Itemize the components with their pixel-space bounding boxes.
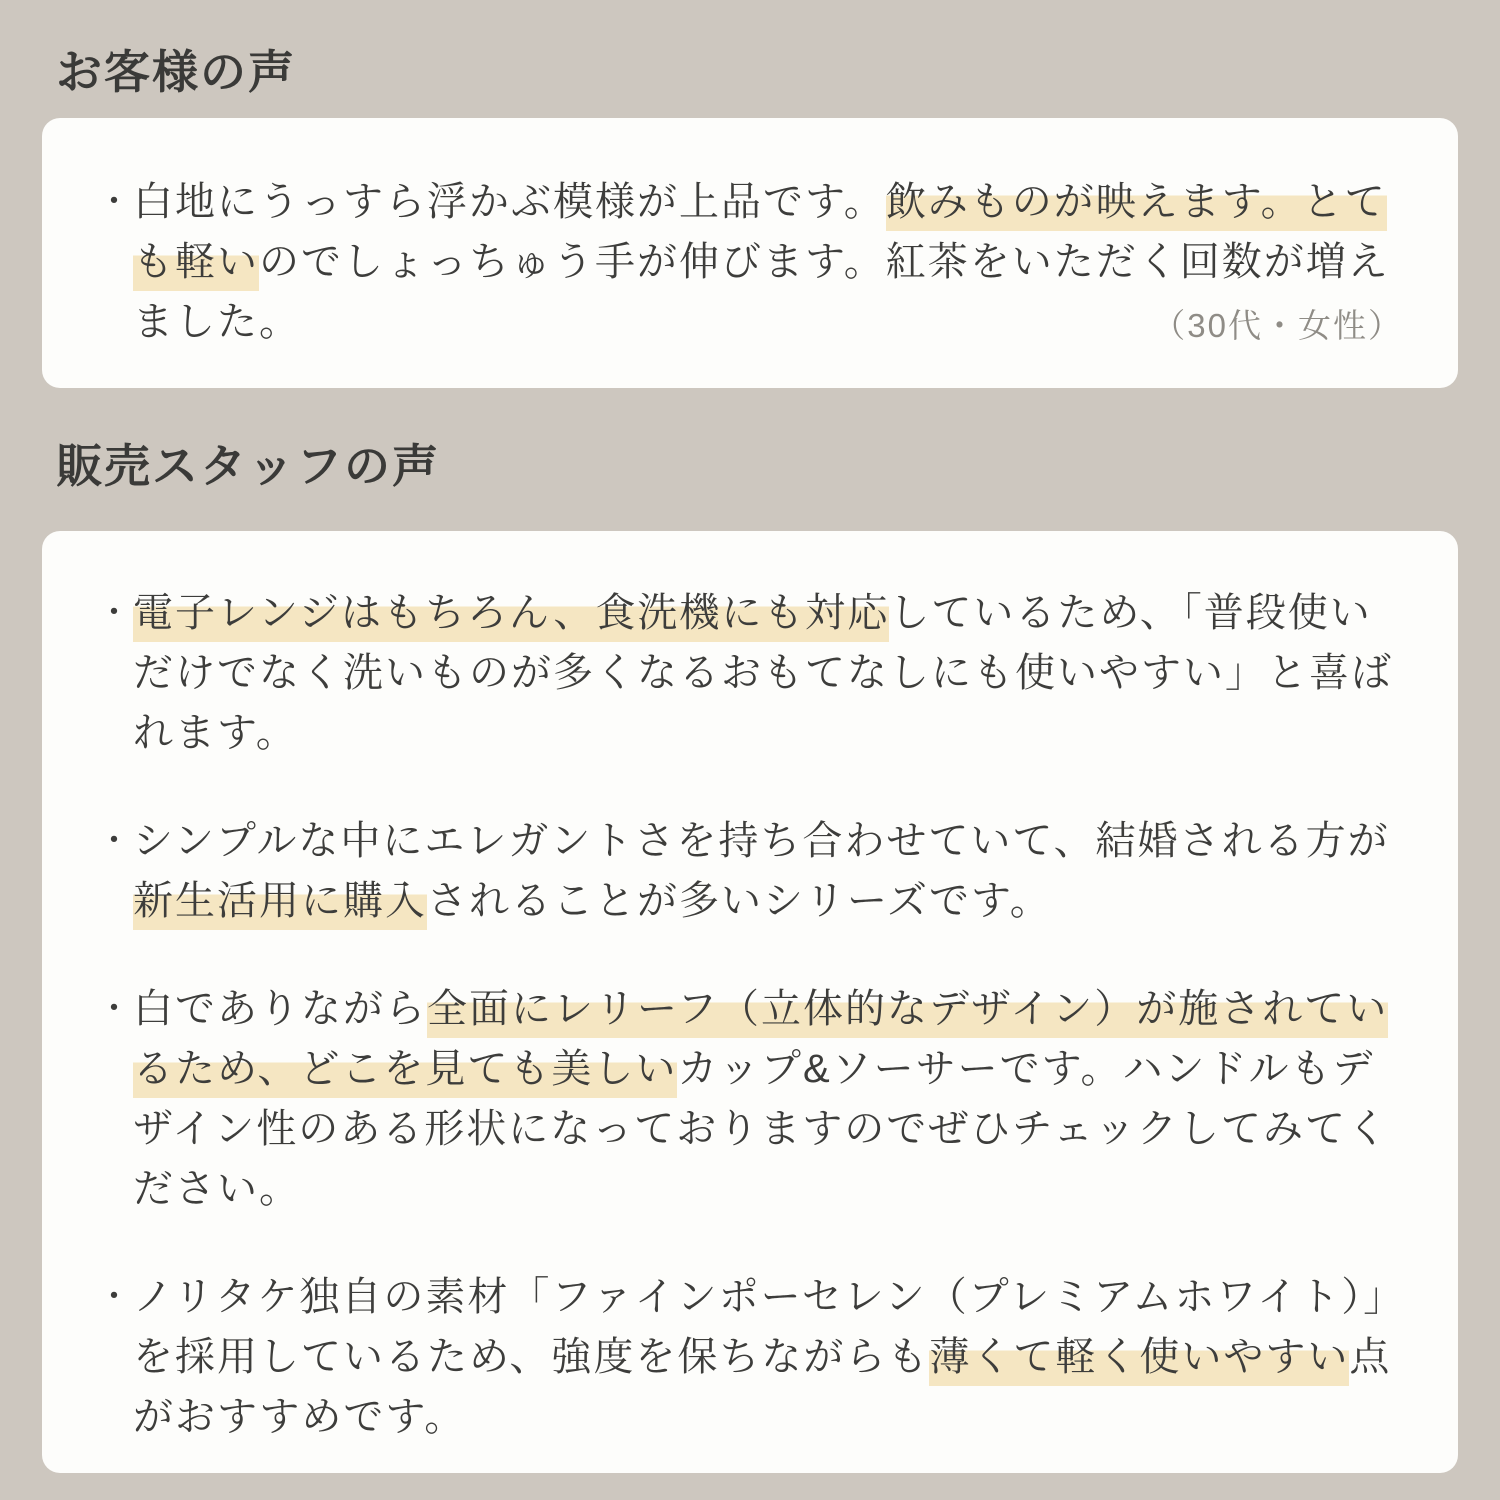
customer-voice-heading: お客様の声 — [56, 46, 296, 98]
bullet-icon: ・ — [97, 182, 133, 221]
staff-comment-text — [133, 1267, 1403, 1447]
bullet-icon: ・ — [97, 1278, 133, 1316]
staff-voice-heading: 販売スタッフの声 — [56, 439, 440, 492]
highlighted-text: 新生活用に購入 — [133, 879, 427, 930]
highlighted-text: 全面にレリーフ（立体的なデザイン）が施されているため、どこを見ても美しい — [133, 987, 1388, 1098]
plain-text: シンプルな中にエレガントさを持ち合わせていて、結婚される方が — [133, 819, 1390, 863]
plain-text: しているため、「普段使いだけでなく洗いものが多くなるおもてなしにも使いやすい」と喜ばれます。 — [133, 591, 1393, 755]
bullet-icon: ・ — [97, 594, 133, 632]
staff-comment-item — [97, 583, 1403, 763]
plain-text: 白地にうっすら浮かぶ模様が上品です。 — [133, 179, 886, 224]
staff-comment-item — [97, 979, 1403, 1219]
plain-text: 点がおすすめです。 — [133, 1335, 1392, 1439]
plain-text: 白でありながら — [133, 987, 427, 1031]
staff-voice-card — [42, 531, 1458, 1473]
bullet-icon: ・ — [97, 990, 133, 1028]
plain-text: カップ&ソーサーです。ハンドルもデザイン性のある形状になっておりますのでぜひチェックしてみてください。 — [133, 1047, 1389, 1211]
highlighted-text: 電子レンジはもちろん、食洗機にも対応 — [133, 591, 889, 642]
staff-comment-item — [97, 1267, 1403, 1447]
customer-voice-card — [42, 118, 1458, 388]
staff-comment-item — [97, 811, 1403, 931]
plain-text: のでしょっちゅう手が伸びます。紅茶をいただく回数が増えました。 — [133, 239, 1390, 344]
staff-comment-text — [133, 583, 1403, 763]
reviewer-attribution: （30代・女性） — [1152, 306, 1403, 344]
bullet-icon: ・ — [97, 822, 133, 860]
plain-text: ノリタケ独自の素材「ファインポーセレン（プレミアムホワイト）」を採用しているため、強度を保ちながらも — [133, 1275, 1386, 1379]
highlighted-text: 飲みものが映えます。とても軽い — [133, 180, 1387, 291]
staff-comment-text — [133, 811, 1403, 931]
plain-text: されることが多いシリーズです。 — [427, 879, 1052, 923]
staff-comment-text — [133, 979, 1403, 1219]
highlighted-text: 薄くて軽く使いやすい — [929, 1335, 1349, 1386]
